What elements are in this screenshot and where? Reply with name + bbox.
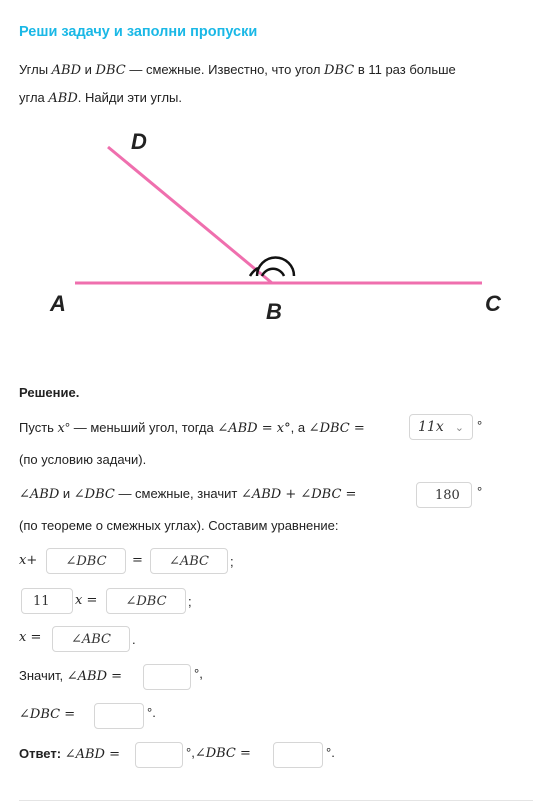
divider [19,800,533,801]
solution-line-2: ∠ABD и ∠DBC — смежные, значит ∠ABD + ∠DBC = [19,486,357,502]
answer-abd-input[interactable] [135,742,183,768]
eq1-prefix: x+ [19,553,38,568]
eq1-input-2[interactable]: ∠ABC [150,548,228,574]
chevron-down-icon: ⌄ [454,420,464,434]
angle-figure [0,120,543,335]
abd-value-input[interactable] [143,664,191,690]
label-d: D [131,129,147,154]
solution-note-2: (по теореме о смежных углах). Составим уравнение: [19,518,339,533]
problem-line-2: угла ABD. Найди эти углы. [19,90,183,106]
solution-heading: Решение. [19,385,80,400]
eq2-input-2[interactable]: ∠DBC [106,588,186,614]
solution-note-1: (по условию задачи). [19,452,147,467]
then-line: Значит, ∠ABD = [19,668,123,684]
answer-dbc-label: °,∠DBC = [186,745,251,761]
angle-arc-dbc-inner [262,269,284,276]
eq1-input-1[interactable]: ∠DBC [46,548,126,574]
label-a: A [50,291,66,316]
label-b: B [266,299,282,324]
label-c: C [485,291,501,316]
dbc-expression-select[interactable]: 11x ⌄ [409,414,473,440]
page-title: Реши задачу и заполни пропуски [19,24,258,40]
dbc-value-input[interactable] [94,703,144,729]
eq2-input-1[interactable]: 11 [21,588,73,614]
ray-bd [108,147,272,283]
sum-input[interactable]: 180 [416,482,472,508]
eq3-input[interactable]: ∠ABC [52,626,130,652]
answer-dbc-input[interactable] [273,742,323,768]
answer-line: Ответ: ∠ABD = [19,746,120,762]
solution-line-1: Пусть x° — меньший угол, тогда ∠ABD = x°, а ∠DBC = [19,420,365,436]
problem-line-1: Углы ABD и DBC — смежные. Известно, что угол DBC в 11 раз больше [19,62,456,78]
